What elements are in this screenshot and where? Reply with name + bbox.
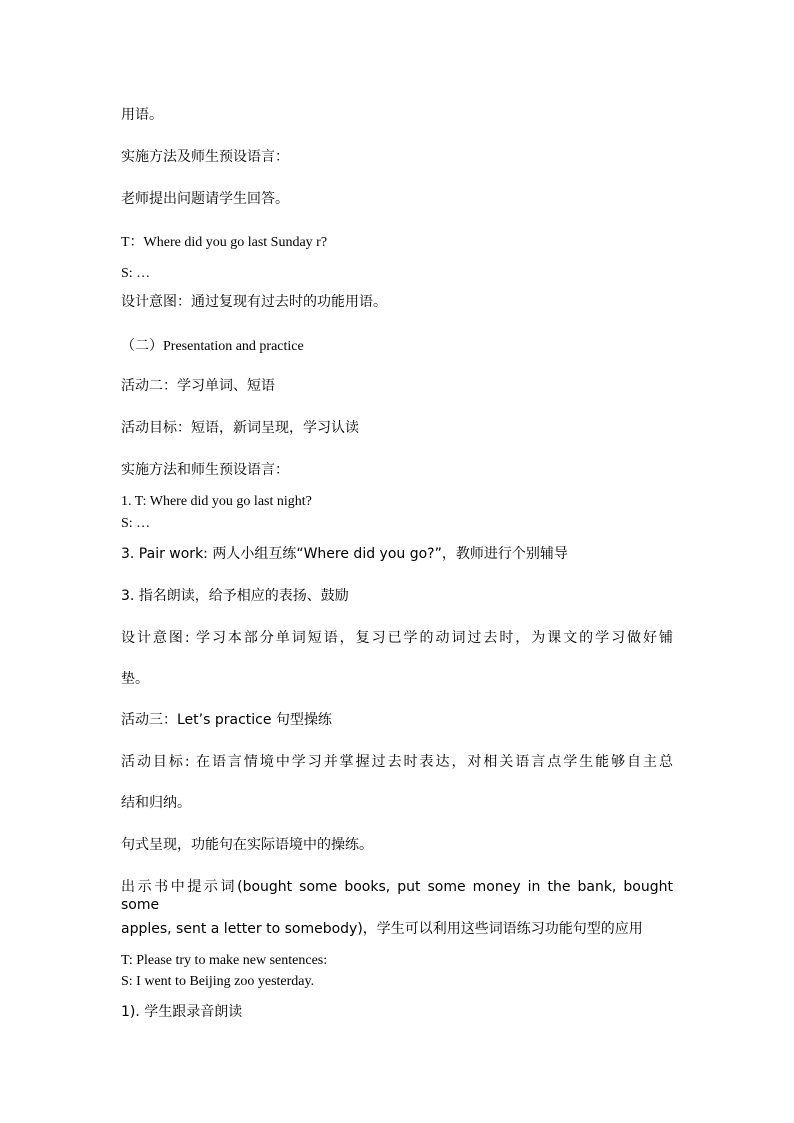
text-line-20: 句式呈现，功能句在实际语境中的操练。 [121, 837, 373, 853]
text-line-17: 活动三：Let’s practice 句型操练 [121, 712, 332, 728]
text-line-9: 活动目标：短语，新词呈现，学习认读 [121, 420, 359, 436]
text-line-19: 结和归纳。 [121, 795, 191, 811]
text-line-1: 用语。 [121, 107, 163, 123]
text-line-23: T: Please try to make new sentences: [121, 953, 328, 968]
text-line-24: S: I went to Beijing zoo yesterday. [121, 974, 315, 989]
text-line-21: 出示书中提示词(bought some books, put some money in the bank, bought some [121, 879, 673, 913]
text-line-22: apples, sent a letter to somebody)，学生可以利用这些词语练习功能句型的应用 [121, 921, 643, 937]
text-line-14: 3. 指名朗读，给予相应的表扬、鼓励 [121, 588, 349, 604]
text-line-16: 垫。 [121, 671, 149, 687]
text-line-2: 实施方法及师生预设语言： [121, 149, 289, 165]
text-line-4: T：Where did you go last Sunday r? [121, 235, 328, 250]
text-line-8: 活动二：学习单词、短语 [121, 378, 275, 394]
text-line-3: 老师提出问题请学生回答。 [121, 191, 289, 207]
text-line-15: 设计意图: 学习本部分单词短语，复习已学的动词过去时，为课文的学习做好铺 [121, 630, 673, 646]
text-line-18: 活动目标: 在语言情境中学习并掌握过去时表达，对相关语言点学生能够自主总 [121, 754, 673, 770]
text-line-11: 1. T: Where did you go last night? [121, 494, 312, 509]
text-line-5: S: … [121, 266, 151, 281]
text-line-12: S: … [121, 516, 151, 531]
text-line-13: 3. Pair work: 两人小组互练“Where did you go?”，教师进行个别辅导 [121, 546, 568, 562]
text-line-7: （二）Presentation and practice [121, 339, 304, 354]
text-line-6: 设计意图：通过复现有过去时的功能用语。 [121, 294, 387, 310]
text-line-25: 1). 学生跟录音朗读 [121, 1004, 243, 1020]
text-line-10: 实施方法和师生预设语言： [121, 462, 289, 478]
